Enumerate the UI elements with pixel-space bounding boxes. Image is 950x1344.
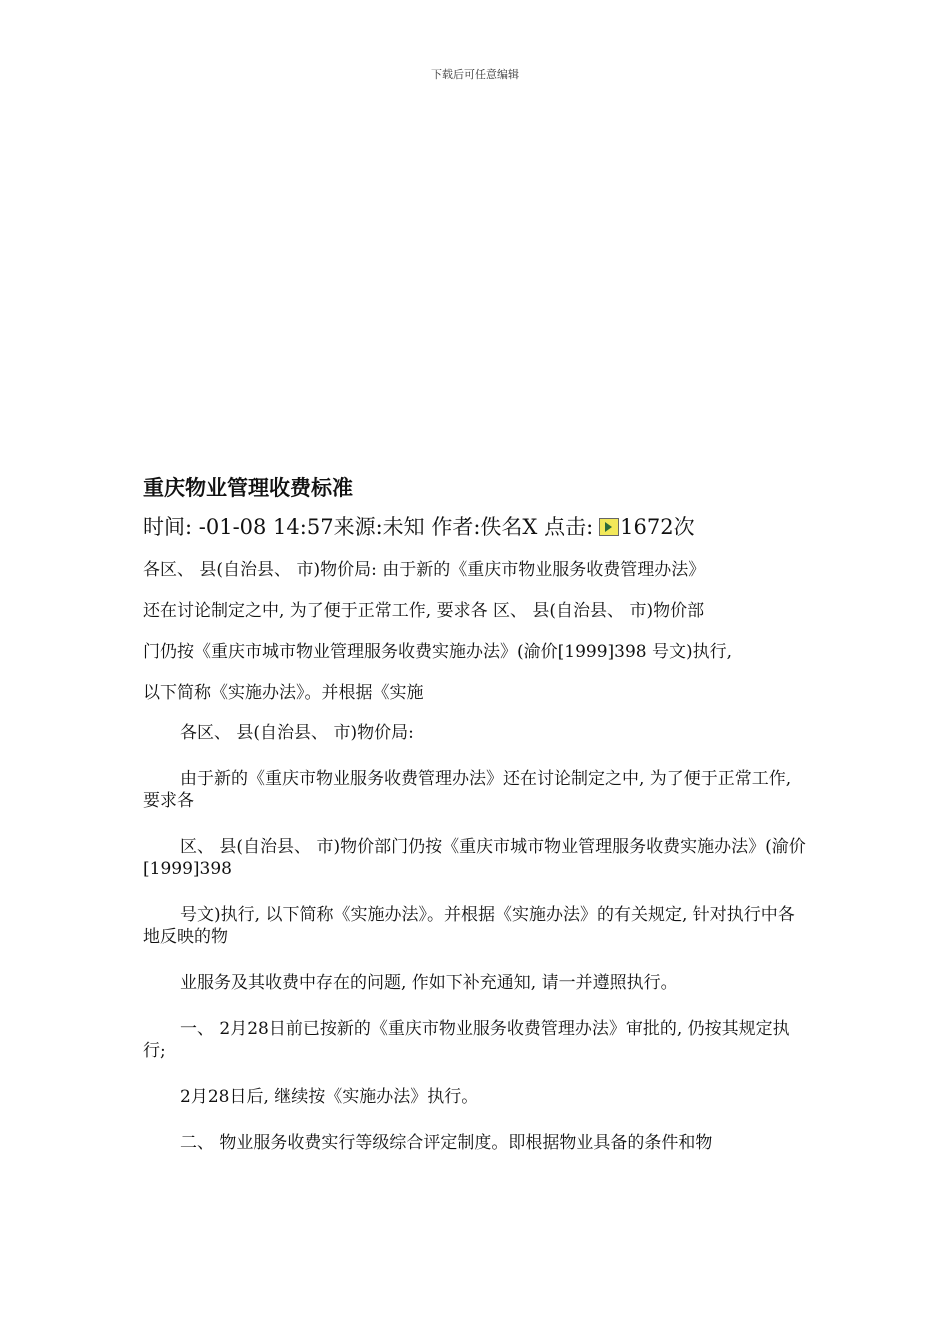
- intro-line: 各区、 县(自治县、 市)物价局: 由于新的《重庆市物业服务收费管理办法》: [143, 560, 706, 580]
- body-paragraph: 2月28日后, 继续按《实施办法》执行。: [180, 1087, 479, 1107]
- intro-line: 门仍按《重庆市城市物业管理服务收费实施办法》(渝价[1999]398 号文)执行,: [143, 642, 733, 662]
- intro-line: 以下简称《实施办法》。并根据《实施: [143, 683, 424, 703]
- intro-block: [143, 550, 808, 714]
- body-paragraph: 一、 2月28日前已按新的《重庆市物业服务收费管理办法》审批的, 仍按其规定执行;: [143, 1019, 790, 1061]
- meta-click-count: 1672: [620, 515, 674, 539]
- body-paragraph: 区、 县(自治县、 市)物价部门仍按《重庆市城市物业管理服务收费实施办法》(渝价[1999]398: [143, 837, 806, 879]
- meta-source: 来源:未知: [333, 515, 425, 539]
- intro-line: 还在讨论制定之中, 为了便于正常工作, 要求各 区、 县(自治县、 市)物价部: [143, 601, 705, 621]
- article-meta: [143, 512, 808, 542]
- body-paragraph: 业服务及其收费中存在的问题, 作如下补充通知, 请一并遵照执行。: [180, 973, 678, 993]
- meta-clicks-label: 点击:: [544, 515, 594, 539]
- article-title: 重庆物业管理收费标准: [143, 476, 353, 500]
- body-paragraph: 二、 物业服务收费实行等级综合评定制度。即根据物业具备的条件和物: [180, 1133, 713, 1153]
- body-block: [143, 722, 808, 1154]
- arrow-right-icon: [599, 514, 619, 532]
- body-paragraph: 各区、 县(自治县、 市)物价局:: [180, 723, 414, 743]
- meta-clicks-unit: 次: [673, 515, 695, 539]
- body-paragraph: 号文)执行, 以下简称《实施办法》。并根据《实施办法》的有关规定, 针对执行中各地反映的物: [143, 905, 795, 947]
- article: [143, 474, 808, 1178]
- body-paragraph: 由于新的《重庆市物业服务收费管理办法》还在讨论制定之中, 为了便于正常工作, 要求各: [143, 769, 792, 811]
- meta-time: 时间: -01-08 14:57: [143, 515, 334, 539]
- meta-author: 作者:佚名X: [431, 515, 538, 539]
- header-note: 下载后可任意编辑: [431, 68, 519, 81]
